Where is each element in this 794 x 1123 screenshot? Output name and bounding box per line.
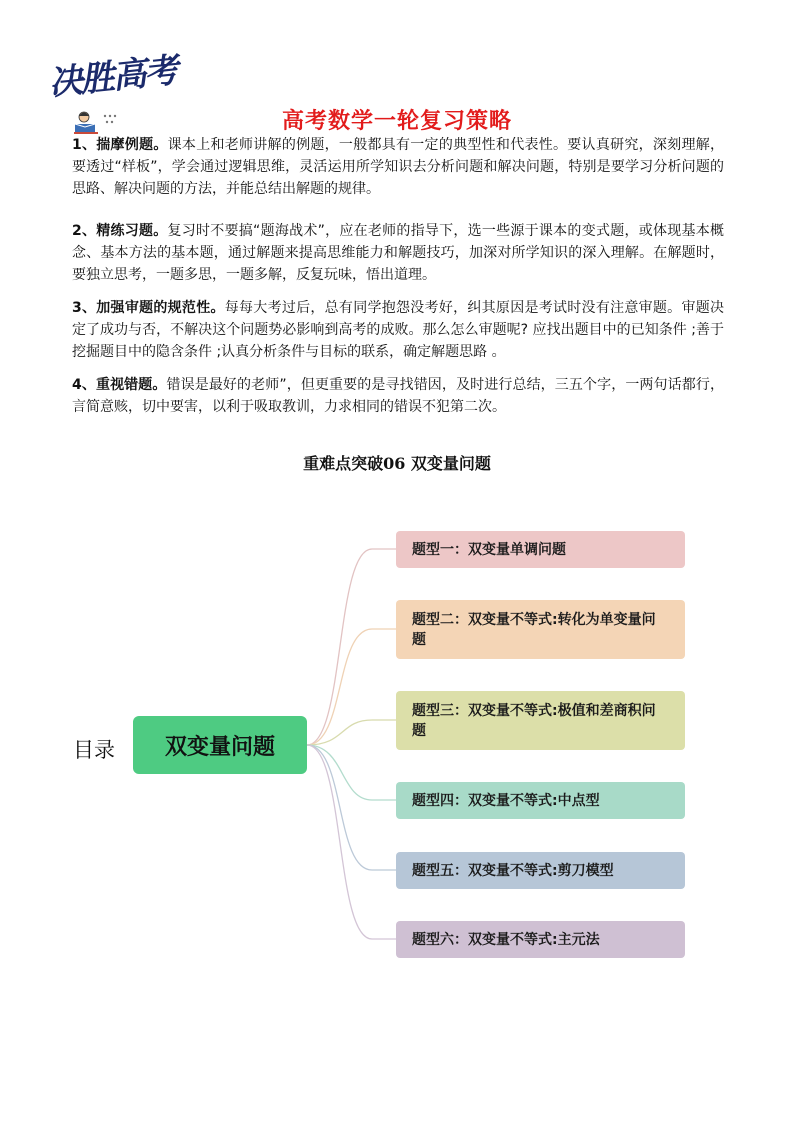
paragraph-body: 错误是最好的老师”，但更重要的是寻找错因，及时进行总结，三五个字，一两句话都行，言简意赅，切中要害，以利于吸取教训，力求相同的错误不犯第二次。: [72, 377, 724, 415]
paragraph-heading: 4、重视错题。: [72, 377, 167, 393]
strategy-paragraph-1: [72, 134, 724, 200]
paragraph-heading: 1、揣摩例题。: [72, 137, 168, 153]
branch-label: 题型五：双变量不等式:剪刀模型: [412, 862, 614, 879]
strategy-paragraph-4: [72, 374, 724, 418]
mindmap-branch-6: [396, 921, 685, 958]
paragraph-heading: 2、精练习题。: [72, 223, 168, 239]
section-subtitle: 重难点突破06 双变量问题: [303, 454, 491, 473]
paragraph-heading: 3、加强审题的规范性。: [72, 300, 225, 316]
document-title: 高考数学一轮复习策略: [281, 109, 512, 134]
toc-label: 目录: [73, 738, 115, 762]
mindmap-branch-3: [396, 691, 685, 750]
paragraph-body: 课本上和老师讲解的例题，一般都具有一定的典型性和代表性。要认真研究，深刻理解，要透过“样板”，学会通过逻辑思维，灵活运用所学知识去分析问题和解决问题，特别是要学习分析问题的思路、解决问题的方法，并能总结出解题的规律。: [72, 137, 724, 197]
paragraph-body: 复习时不要搞“题海战术”，应在老师的指导下，选一些源于课本的变式题，或体现基本概念、基本方法的基本题，通过解题来提高思维能力和解题技巧，加深对所学知识的深入理解。在解题时，要独立思考，一题多思，一题多解，反复玩味，悟出道理。: [72, 223, 724, 283]
connector-6: [307, 745, 396, 939]
mindmap-branch-4: [396, 782, 685, 819]
mindmap-branch-2: [396, 600, 685, 659]
connector-3: [307, 720, 396, 745]
mindmap-center-node: 双变量问题: [133, 716, 307, 774]
branch-label: 题型二：双变量不等式:转化为单变量问题: [412, 611, 656, 648]
branch-label: 题型一：双变量单调问题: [412, 541, 566, 558]
strategy-paragraph-2: [72, 220, 724, 286]
branch-label: 题型四：双变量不等式:中点型: [412, 792, 600, 809]
branch-label: 题型六：双变量不等式:主元法: [412, 931, 600, 948]
mindmap-branch-5: [396, 852, 685, 889]
paragraph-body: 每每大考过后，总有同学抱怨没考好，纠其原因是考试时没有注意审题。审题决定了成功与否，不解决这个问题势必影响到高考的成败。那么怎么审题呢? 应找出题目中的已知条件 ;善于挖掘题目中的隐含条件 ;认真分析条件与目标的联系，确定解题思路 。: [72, 300, 725, 360]
branch-label: 题型三：双变量不等式:极值和差商积问题: [412, 702, 656, 739]
connector-2: [307, 629, 396, 745]
mindmap-branch-1: [396, 531, 685, 568]
connector-5: [307, 745, 396, 870]
connector-4: [307, 745, 396, 800]
strategy-paragraph-3: [72, 297, 724, 363]
logo-text: 决胜高考: [46, 50, 179, 104]
